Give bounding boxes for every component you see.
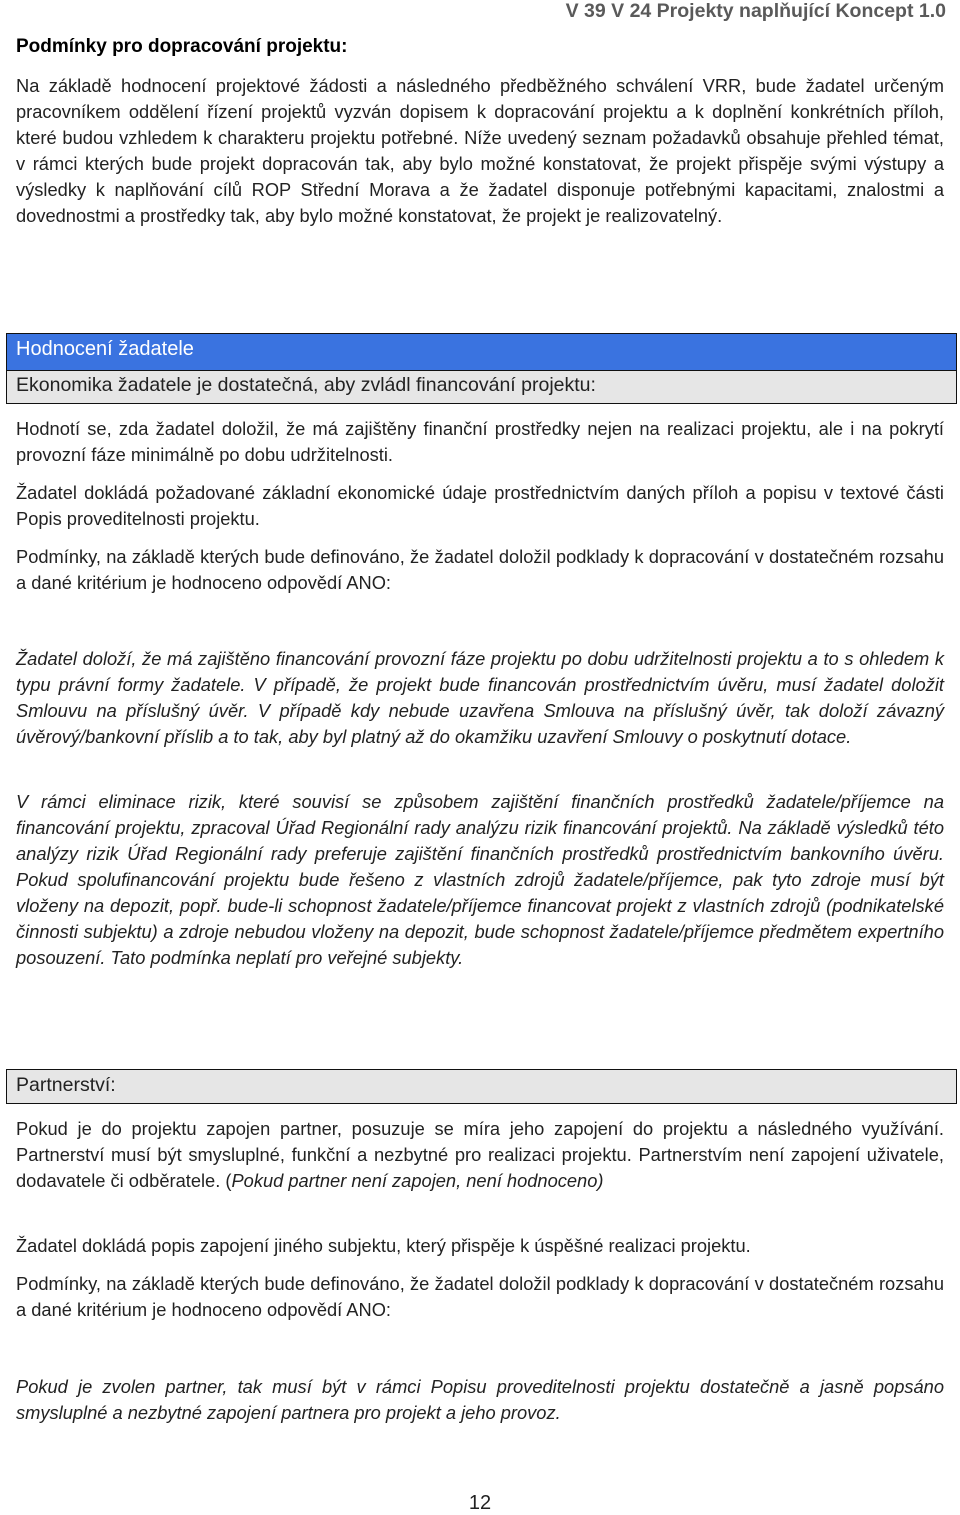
partnership-conditions: Podmínky, na základě kterých bude definováno, že žadatel doložil podklady k dopracování v dostatečném rozsahu a dané kritérium je hodnoceno odpovědí ANO:: [16, 1273, 944, 1320]
document-reference: V 39 V 24 Projekty naplňující Koncept 1.0: [565, 0, 946, 22]
evaluation-subheading: Ekonomika žadatele je dostatečná, aby zvládl financování projektu:: [16, 374, 596, 396]
evaluation-subheading-bar: [6, 371, 957, 404]
partnership-paragraph-1: [16, 1116, 944, 1194]
intro-paragraph: Na základě hodnocení projektové žádosti a následného předběžného schválení VRR, bude žadatel určeným pracovníkem oddělení řízení projektů vyzván dopisem k dopracování projektu a k doplnění konkrétních příloh, které budou vzhledem k charakteru projektu potřebné. Níže uvedený seznam požadavků obsahuje přehled témat, v rámci kterých bude projekt dopracován tak, aby bylo možné konstatovat, že projekt přispěje svými výstupy a výsledky k naplňování cílů ROP Střední Morava a že žadatel disponuje potřebnými kapacitami, znalostmi a dovednostmi a prostředky tak, aby bylo možné konstatovat, že projekt je realizovatelný.: [16, 75, 944, 226]
partnership-heading: Partnerství:: [16, 1074, 116, 1096]
partnership-heading-bar: [6, 1069, 957, 1104]
evaluation-paragraph-2: Žadatel dokládá požadované základní ekonomické údaje prostřednictvím daných příloh a popisu v textové části Popis proveditelnosti projektu.: [16, 482, 944, 529]
page-number: 12: [468, 1492, 492, 1514]
evaluation-conditions: Podmínky, na základě kterých bude definováno, že žadatel doložil podklady k dopracování v dostatečném rozsahu a dané kritérium je hodnoceno odpovědí ANO:: [16, 546, 944, 593]
evaluation-heading: Hodnocení žadatele: [16, 338, 194, 360]
evaluation-heading-bar: [6, 333, 957, 371]
partnership-paragraph-2: Žadatel dokládá popis zapojení jiného subjektu, který přispěje k úspěšné realizaci projektu.: [16, 1235, 751, 1256]
evaluation-requirement-risk: V rámci eliminace rizik, které souvisí se způsobem zajištění finančních prostředků žadatele/příjemce na financování projektu, zpracoval Úřad Regionální rady analýzu rizik financování projektů. Na základě výsledků této analýzy rizik Úřad Regionální rady preferuje zajištění finančních prostředků prostřednictvím bankovního úvěru. Pokud spolufinancování projektu bude řešeno z vlastních zdrojů žadatele/příjemce, pak tyto zdroje musí být vloženy na depozit, popř. bude-li schopnost žadatele/příjemce financovat projekt z vlastních zdrojů (podnikatelské činnosti subjektu) a zdroje nebudou vloženy na depozit, bude schopnost žadatele/příjemce předmětem expertního posouzení. Tato podmínka neplatí pro veřejné subjekty.: [16, 791, 944, 968]
evaluation-paragraph-1: Hodnotí se, zda žadatel doložil, že má zajištěny finanční prostředky nejen na realizaci projektu, ale i na pokrytí provozní fáze minimálně po dobu udržitelnosti.: [16, 418, 944, 465]
partnership-paragraph-1-text: Pokud je do projektu zapojen partner, posuzuje se míra jeho zapojení do projektu a následného využívání. Partnerství musí být smysluplné, funkční a nezbytné pro realizaci projektu. Partnerstvím není zapojení uživatele, dodavatele či odběratele. (: [16, 1118, 944, 1191]
evaluation-requirement-financing: Žadatel doloží, že má zajištěno financování provozní fáze projektu po dobu udržitelnosti projektu a to s ohledem k typu právní formy žadatele. V případě, že projekt bude financován prostřednictvím úvěru, musí žadatel doložit Smlouvu na příslušný úvěr. V případě kdy nebude uzavřena Smlouva na příslušný úvěr, tak doloží závazný úvěrový/bankovní příslib a to tak, aby byl platný až do okamžiku uzavření Smlouvy o poskytnutí dotace.: [16, 648, 944, 747]
partnership-requirement: Pokud je zvolen partner, tak musí být v rámci Popisu proveditelnosti projektu dostatečně a jasně popsáno smysluplné a nezbytné zapojení partnera pro projekt a jeho provoz.: [16, 1376, 944, 1423]
section-title: Podmínky pro dopracování projektu:: [16, 36, 348, 57]
partnership-paragraph-1-note: Pokud partner není zapojen, není hodnoceno): [231, 1170, 604, 1191]
